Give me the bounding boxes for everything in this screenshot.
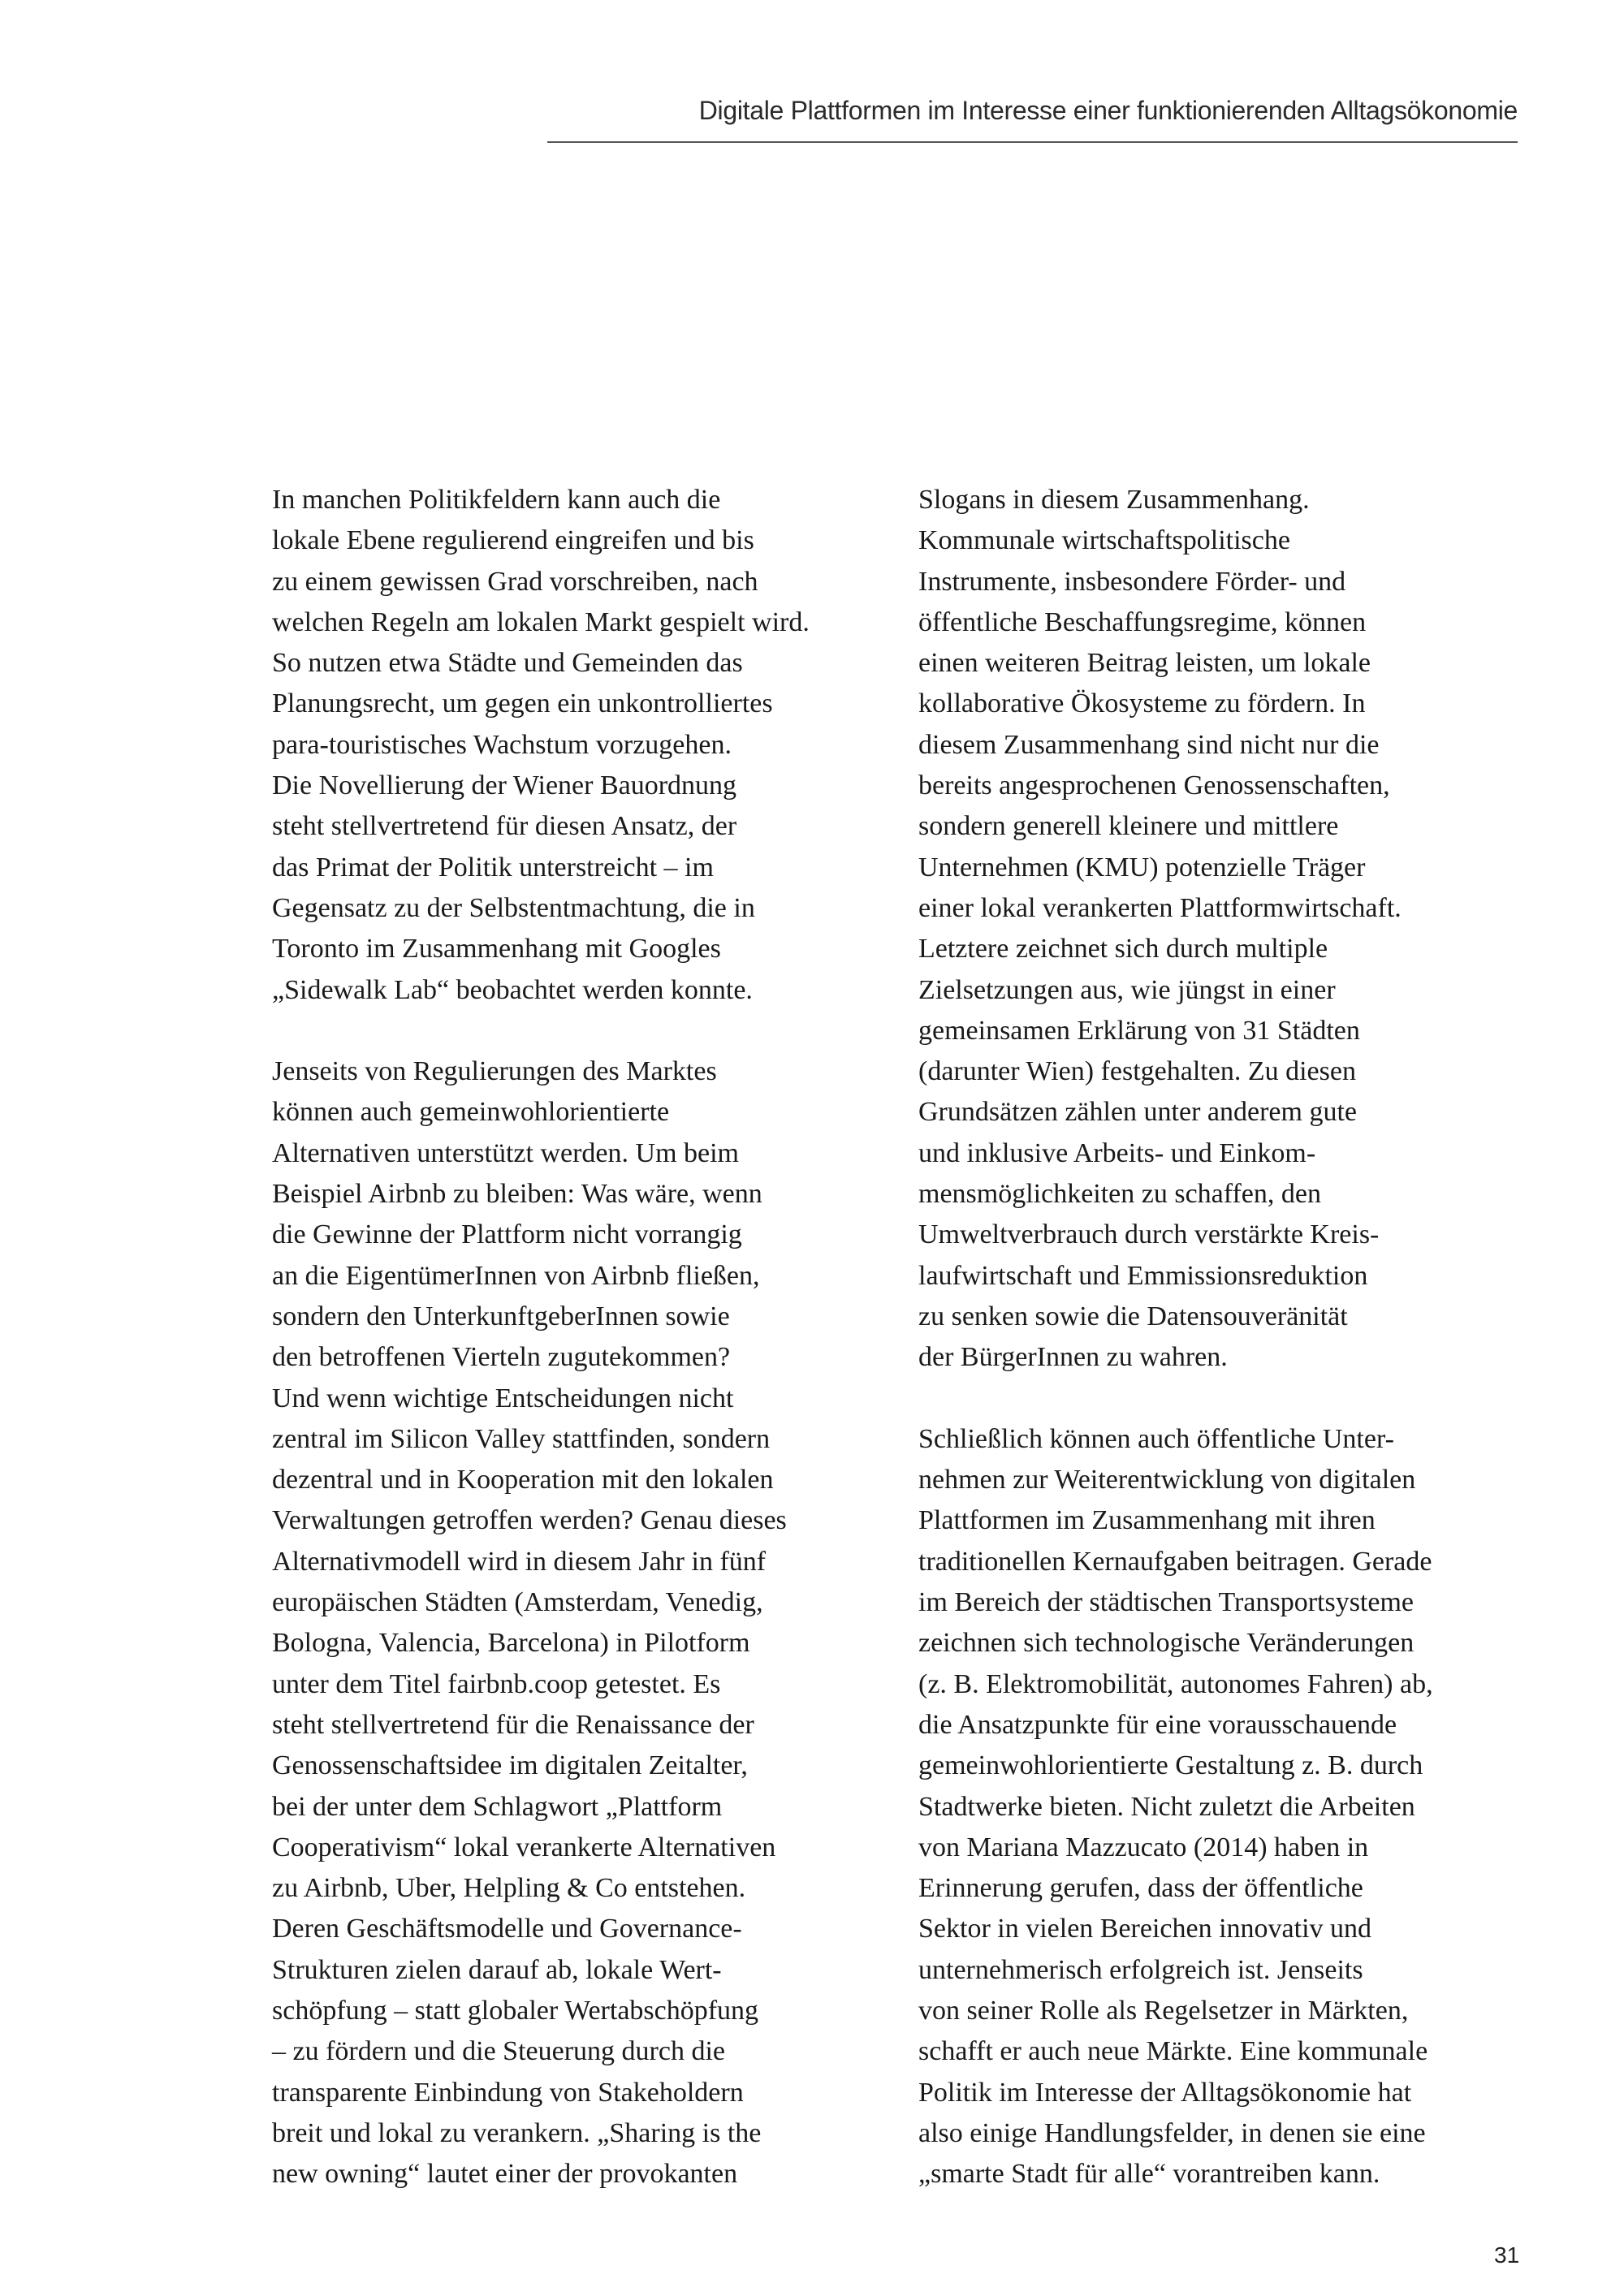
- text-line: diesem Zusammenhang sind nicht nur die: [918, 729, 1380, 760]
- text-line: an die EigentümerInnen von Airbnb fließen,: [272, 1260, 760, 1291]
- text-line: schafft er auch neue Märkte. Eine kommunale: [918, 2036, 1428, 2067]
- text-line: Toronto im Zusammenhang mit Googles: [272, 934, 721, 965]
- text-line: Beispiel Airbnb zu bleiben: Was wäre, wenn: [272, 1179, 762, 1210]
- text-line: von seiner Rolle als Regelsetzer in Märkten,: [918, 1995, 1409, 2026]
- text-line: Umweltverbrauch durch verstärkte Kreis-: [918, 1219, 1380, 1250]
- text-line: zu senken sowie die Datensouveränität: [918, 1301, 1348, 1331]
- text-line: also einige Handlungsfelder, in denen sie eine: [918, 2117, 1426, 2148]
- text-line: (darunter Wien) festgehalten. Zu diesen: [918, 1056, 1356, 1087]
- text-line: die Gewinne der Plattform nicht vorrangig: [272, 1219, 742, 1250]
- text-line: Grundsätzen zählen unter anderem gute: [918, 1097, 1357, 1128]
- text-line: steht stellvertretend für die Renaissance der: [272, 1709, 754, 1740]
- left-column: [272, 480, 873, 2236]
- text-line: unternehmerisch erfolgreich ist. Jenseits: [918, 1954, 1363, 1985]
- text-line: Schließlich können auch öffentliche Unter-: [918, 1423, 1394, 1454]
- text-line: der BürgerInnen zu wahren.: [918, 1342, 1228, 1373]
- text-line: „smarte Stadt für alle“ vorantreiben kann.: [918, 2159, 1380, 2190]
- text-line: mensmöglichkeiten zu schaffen, den: [918, 1179, 1321, 1210]
- text-line: welchen Regeln am lokalen Markt gespielt wird.: [272, 606, 810, 637]
- text-line: zentral im Silicon Valley stattfinden, sondern: [272, 1423, 771, 1454]
- running-header: Digitale Plattformen im Interesse einer funktionierenden Alltagsökonomie: [698, 96, 1518, 125]
- text-line: Instrumente, insbesondere Förder- und: [918, 566, 1346, 597]
- text-line: Bologna, Valencia, Barcelona) in Pilotform: [272, 1628, 750, 1659]
- text-line: im Bereich der städtischen Transportsysteme: [918, 1587, 1415, 1618]
- text-line: bei der unter dem Schlagwort „Plattform: [272, 1791, 723, 1822]
- text-line: steht stellvertretend für diesen Ansatz, der: [272, 811, 737, 842]
- text-line: Verwaltungen getroffen werden? Genau dieses: [272, 1505, 787, 1536]
- text-line: – zu fördern und die Steuerung durch die: [272, 2036, 725, 2067]
- text-line: traditionellen Kernaufgaben beitragen. Gerade: [918, 1546, 1432, 1577]
- header-rule: [547, 141, 1518, 143]
- text-line: gemeinsamen Erklärung von 31 Städten: [918, 1015, 1360, 1046]
- text-line: lokale Ebene regulierend eingreifen und bis: [272, 525, 754, 556]
- text-line: dezentral und in Kooperation mit den lokalen: [272, 1465, 774, 1495]
- text-line: europäischen Städten (Amsterdam, Venedig,: [272, 1587, 763, 1618]
- text-line: einen weiteren Beitrag leisten, um lokale: [918, 648, 1371, 679]
- text-line: nehmen zur Weiterentwicklung von digitalen: [918, 1465, 1416, 1495]
- text-line: Strukturen zielen darauf ab, lokale Wert-: [272, 1954, 722, 1985]
- text-line: Slogans in diesem Zusammenhang.: [918, 485, 1310, 515]
- text-line: Unternehmen (KMU) potenzielle Träger: [918, 852, 1366, 883]
- text-line: new owning“ lautet einer der provokanten: [272, 2159, 738, 2190]
- text-line: Stadtwerke bieten. Nicht zuletzt die Arbeiten: [918, 1791, 1415, 1822]
- text-line: Letztere zeichnet sich durch multiple: [918, 934, 1328, 965]
- text-line: (z. B. Elektromobilität, autonomes Fahren) ab,: [918, 1668, 1433, 1699]
- right-column: [918, 480, 1519, 2236]
- page-number: 31: [1494, 2242, 1520, 2268]
- text-line: „Sidewalk Lab“ beobachtet werden konnte.: [272, 974, 753, 1005]
- text-line: die Ansatzpunkte für eine vorausschauende: [918, 1709, 1397, 1740]
- text-line: einer lokal verankerten Plattformwirtschaft.: [918, 892, 1402, 923]
- paragraph: [272, 1051, 873, 2195]
- text-line: Die Novellierung der Wiener Bauordnung: [272, 770, 737, 801]
- text-line: den betroffenen Vierteln zugutekommen?: [272, 1342, 731, 1373]
- text-line: von Mariana Mazzucato (2014) haben in: [918, 1832, 1369, 1862]
- text-line: zeichnen sich technologische Veränderungen: [918, 1628, 1415, 1659]
- text-line: So nutzen etwa Städte und Gemeinden das: [272, 648, 743, 679]
- paragraph: [918, 480, 1519, 1379]
- text-line: bereits angesprochenen Genossenschaften,: [918, 770, 1390, 801]
- text-line: Und wenn wichtige Entscheidungen nicht: [272, 1383, 734, 1413]
- text-line: Sektor in vielen Bereichen innovativ und: [918, 1914, 1372, 1944]
- text-line: schöpfung – statt globaler Wertabschöpfung: [272, 1995, 759, 2026]
- text-line: Genossenschaftsidee im digitalen Zeitalter,: [272, 1750, 748, 1781]
- text-line: Kommunale wirtschaftspolitische: [918, 525, 1290, 556]
- text-line: Politik im Interesse der Alltagsökonomie hat: [918, 2077, 1412, 2108]
- text-line: Gegensatz zu der Selbstentmachtung, die in: [272, 892, 755, 923]
- text-line: breit und lokal zu verankern. „Sharing is the: [272, 2117, 762, 2148]
- text-line: Cooperativism“ lokal verankerte Alternativen: [272, 1832, 776, 1862]
- text-line: Alternativmodell wird in diesem Jahr in fünf: [272, 1546, 767, 1577]
- text-line: können auch gemeinwohlorientierte: [272, 1097, 670, 1128]
- text-line: para-touristisches Wachstum vorzugehen.: [272, 729, 732, 760]
- text-line: kollaborative Ökosysteme zu fördern. In: [918, 688, 1366, 719]
- text-line: unter dem Titel fairbnb.coop getestet. Es: [272, 1668, 721, 1699]
- text-line: Zielsetzungen aus, wie jüngst in einer: [918, 974, 1336, 1005]
- paragraph: [272, 480, 873, 1011]
- text-line: öffentliche Beschaffungsregime, können: [918, 606, 1367, 637]
- text-line: Plattformen im Zusammenhang mit ihren: [918, 1505, 1376, 1536]
- text-line: In manchen Politikfeldern kann auch die: [272, 485, 721, 515]
- text-line: laufwirtschaft und Emmissionsreduktion: [918, 1260, 1368, 1291]
- text-line: gemeinwohlorientierte Gestaltung z. B. durch: [918, 1750, 1423, 1781]
- text-line: zu Airbnb, Uber, Helpling & Co entstehen.: [272, 1873, 746, 1904]
- text-line: Alternativen unterstützt werden. Um beim: [272, 1137, 739, 1168]
- text-line: Jenseits von Regulierungen des Marktes: [272, 1056, 717, 1087]
- text-line: zu einem gewissen Grad vorschreiben, nach: [272, 566, 758, 597]
- text-line: Erinnerung gerufen, dass der öffentliche: [918, 1873, 1363, 1904]
- paragraph: [918, 1419, 1519, 2195]
- text-line: sondern den UnterkunftgeberInnen sowie: [272, 1301, 730, 1331]
- text-line: transparente Einbindung von Stakeholdern: [272, 2077, 744, 2108]
- text-line: das Primat der Politik unterstreicht – im: [272, 852, 714, 883]
- text-line: sondern generell kleinere und mittlere: [918, 811, 1339, 842]
- text-line: Deren Geschäftsmodelle und Governance-: [272, 1914, 742, 1944]
- text-line: Planungsrecht, um gegen ein unkontrolliertes: [272, 688, 773, 719]
- text-line: und inklusive Arbeits- und Einkom-: [918, 1137, 1316, 1168]
